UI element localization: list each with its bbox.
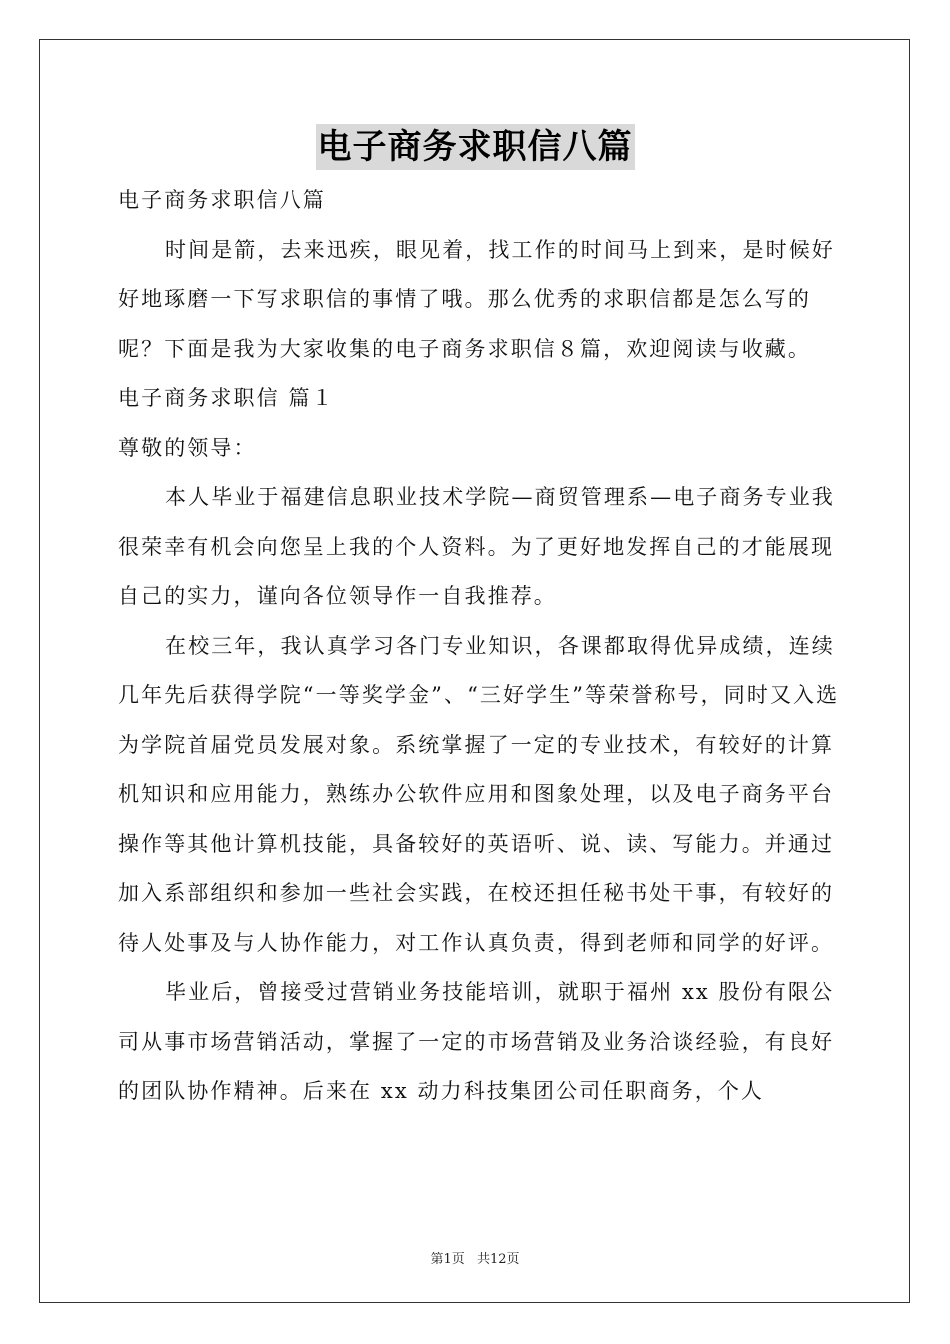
paragraph-introduction: 本人毕业于福建信息职业技术学院—商贸管理系—电子商务专业我很荣幸有机会向您呈上我的个人资料。为了更好地发挥自己的才能展现自己的实力，谨向各位领导作一自我推荐。 [118,485,835,608]
page-number: 第1页 [430,1252,465,1267]
paragraph-school: 在校三年，我认真学习各门专业知识，各课都取得优异成绩，连续几年先后获得学院“一等奖学金”、“三好学生”等荣誉称号，同时又入选为学院首届党员发展对象。系统掌握了一定的专业技术，有较好的计算机知识和应用能力，熟练办公软件应用和图象处理，以及电子商务平台操作等其他计算机技能，具备较好的英语听、说、读、写能力。并通过加入系部组织和参加一些社会实践，在校还担任秘书处干事，有较好的待人处事及与人协作能力，对工作认真负责，得到老师和同学的好评。 [118,633,840,955]
document-title: 电子商务求职信八篇 [316,124,635,170]
paragraph-intro: 时间是箭，去来迅疾，眼见着，找工作的时间马上到来，是时候好好地琢磨一下写求职信的事情了哦。那么优秀的求职信都是怎么写的呢？下面是我为大家收集的电子商务求职信８篇，欢迎阅读与收藏。 [118,237,835,361]
paragraph-salutation: 尊敬的领导： [118,435,257,460]
page-total: 共12页 [476,1252,520,1267]
page-footer [0,1248,950,1267]
paragraph-section-heading: 电子商务求职信 篇１ [118,386,335,410]
paragraph-work: 毕业后，曾接受过营销业务技能培训，就职于福州 xx 股份有限公司从事市场营销活动，掌握了一定的市场营销及业务洽谈经验，有良好的团队协作精神。后来在 xx 动力科技集团公司任职商务，个人 [118,980,835,1103]
title-container [0,124,950,170]
document-body [118,176,848,1117]
paragraph-subtitle: 电子商务求职信八篇 [118,188,326,212]
